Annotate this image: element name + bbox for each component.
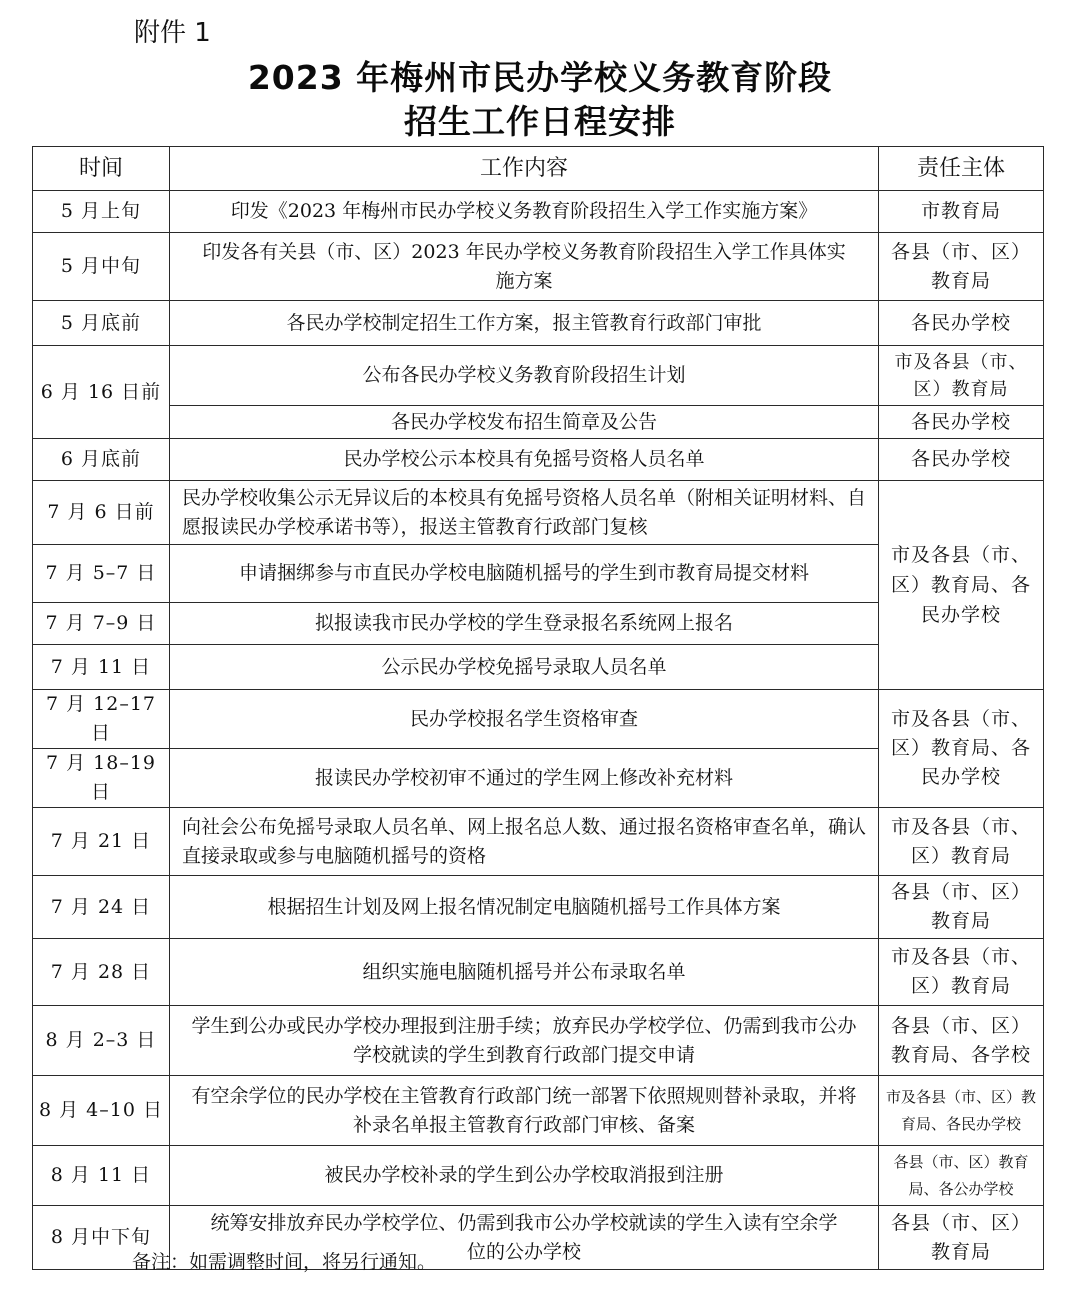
- header-responsible: 责任主体: [879, 147, 1044, 191]
- cell-content: 组织实施电脑随机摇号并公布录取名单: [170, 939, 879, 1006]
- cell-responsible: 市及各县（市、区）教育局: [879, 346, 1044, 406]
- cell-time: 7 月 12–17 日: [33, 690, 170, 749]
- table-row: [33, 406, 1044, 439]
- cell-time: 6 月底前: [33, 439, 170, 481]
- table-row: [33, 191, 1044, 233]
- cell-responsible: 各民办学校: [879, 301, 1044, 346]
- cell-content: 公布各民办学校义务教育阶段招生计划: [170, 346, 879, 406]
- table-row: [33, 481, 1044, 545]
- cell-content: 有空余学位的民办学校在主管教育行政部门统一部署下依照规则替补录取，并将补录名单报主管教育行政部门审核、备案: [170, 1076, 879, 1146]
- cell-responsible: 市及各县（市、区）教育局: [879, 808, 1044, 876]
- cell-time: 7 月 18–19 日: [33, 749, 170, 808]
- header-content: 工作内容: [170, 147, 879, 191]
- cell-content: 被民办学校补录的学生到公办学校取消报到注册: [170, 1146, 879, 1206]
- cell-content: 民办学校收集公示无异议后的本校具有免摇号资格人员名单（附相关证明材料、自愿报读民办学校承诺书等），报送主管教育行政部门复核: [170, 481, 879, 545]
- cell-content: 拟报读我市民办学校的学生登录报名系统网上报名: [170, 603, 879, 645]
- document-title-line1: 2023 年梅州市民办学校义务教育阶段: [247, 58, 833, 97]
- cell-time: 8 月 11 日: [33, 1146, 170, 1206]
- cell-responsible: 市及各县（市、区）教育局、各民办学校: [879, 690, 1044, 808]
- cell-content: 各民办学校制定招生工作方案，报主管教育行政部门审批: [170, 301, 879, 346]
- cell-responsible: 市及各县（市、区）教育局、各民办学校: [879, 481, 1044, 690]
- table-row: [33, 439, 1044, 481]
- cell-content: 向社会公布免摇号录取人员名单、网上报名总人数、通过报名资格审查名单，确认直接录取或参与电脑随机摇号的资格: [170, 808, 879, 876]
- table-row: [33, 1006, 1044, 1076]
- cell-responsible: 各县（市、区）教育局: [879, 233, 1044, 301]
- cell-responsible: 各县（市、区）教育局: [879, 1206, 1044, 1270]
- cell-time: 7 月 21 日: [33, 808, 170, 876]
- table-header-row: [33, 147, 1044, 191]
- table-row: [33, 1146, 1044, 1206]
- cell-time: 5 月底前: [33, 301, 170, 346]
- cell-content: 申请捆绑参与市直民办学校电脑随机摇号的学生到市教育局提交材料: [170, 545, 879, 603]
- cell-content: 各民办学校发布招生简章及公告: [170, 406, 879, 439]
- cell-content: 印发各有关县（市、区）2023 年民办学校义务教育阶段招生入学工作具体实施方案: [170, 233, 879, 301]
- table-row: [33, 939, 1044, 1006]
- cell-time: 7 月 11 日: [33, 645, 170, 690]
- attachment-label: 附件 1: [134, 18, 211, 48]
- table-row: [33, 233, 1044, 301]
- cell-responsible: 市及各县（市、区）教育局: [879, 939, 1044, 1006]
- table-row: [33, 876, 1044, 939]
- cell-responsible: 各县（市、区）教育局、各学校: [879, 1006, 1044, 1076]
- cell-content: 学生到公办或民办学校办理报到注册手续；放弃民办学校学位、仍需到我市公办学校就读的学生到教育行政部门提交申请: [170, 1006, 879, 1076]
- cell-time: 7 月 28 日: [33, 939, 170, 1006]
- footnote: 备注：如需调整时间，将另行通知。: [132, 1251, 437, 1273]
- header-time: 时间: [33, 147, 170, 191]
- cell-content: 统筹安排放弃民办学校学位、仍需到我市公办学校就读的学生入读有空余学位的公办学校: [170, 1206, 879, 1270]
- schedule-table: [32, 146, 1044, 1270]
- cell-responsible: 各县（市、区）教育局、各公办学校: [879, 1146, 1044, 1206]
- cell-time: 7 月 5–7 日: [33, 545, 170, 603]
- cell-content: 民办学校报名学生资格审查: [170, 690, 879, 749]
- cell-time: 8 月 4–10 日: [33, 1076, 170, 1146]
- cell-time: 7 月 6 日前: [33, 481, 170, 545]
- cell-content: 印发《2023 年梅州市民办学校义务教育阶段招生入学工作实施方案》: [170, 191, 879, 233]
- cell-time: 8 月中下旬: [33, 1206, 170, 1270]
- cell-time: 5 月上旬: [33, 191, 170, 233]
- table-row: [33, 1076, 1044, 1146]
- cell-responsible: 各民办学校: [879, 406, 1044, 439]
- cell-content: 根据招生计划及网上报名情况制定电脑随机摇号工作具体方案: [170, 876, 879, 939]
- cell-responsible: 各民办学校: [879, 439, 1044, 481]
- table-row: [33, 346, 1044, 406]
- cell-content: 报读民办学校初审不通过的学生网上修改补充材料: [170, 749, 879, 808]
- cell-responsible: 市教育局: [879, 191, 1044, 233]
- table-row: [33, 808, 1044, 876]
- table-row: [33, 301, 1044, 346]
- cell-time: 5 月中旬: [33, 233, 170, 301]
- cell-time: 7 月 7–9 日: [33, 603, 170, 645]
- cell-time: 6 月 16 日前: [33, 346, 170, 439]
- cell-content: 民办学校公示本校具有免摇号资格人员名单: [170, 439, 879, 481]
- cell-content: 公示民办学校免摇号录取人员名单: [170, 645, 879, 690]
- cell-responsible: 市及各县（市、区）教育局、各民办学校: [879, 1076, 1044, 1146]
- cell-responsible: 各县（市、区）教育局: [879, 876, 1044, 939]
- table-row: [33, 690, 1044, 749]
- cell-time: 7 月 24 日: [33, 876, 170, 939]
- cell-time: 8 月 2–3 日: [33, 1006, 170, 1076]
- document-title-line2: 招生工作日程安排: [404, 102, 676, 141]
